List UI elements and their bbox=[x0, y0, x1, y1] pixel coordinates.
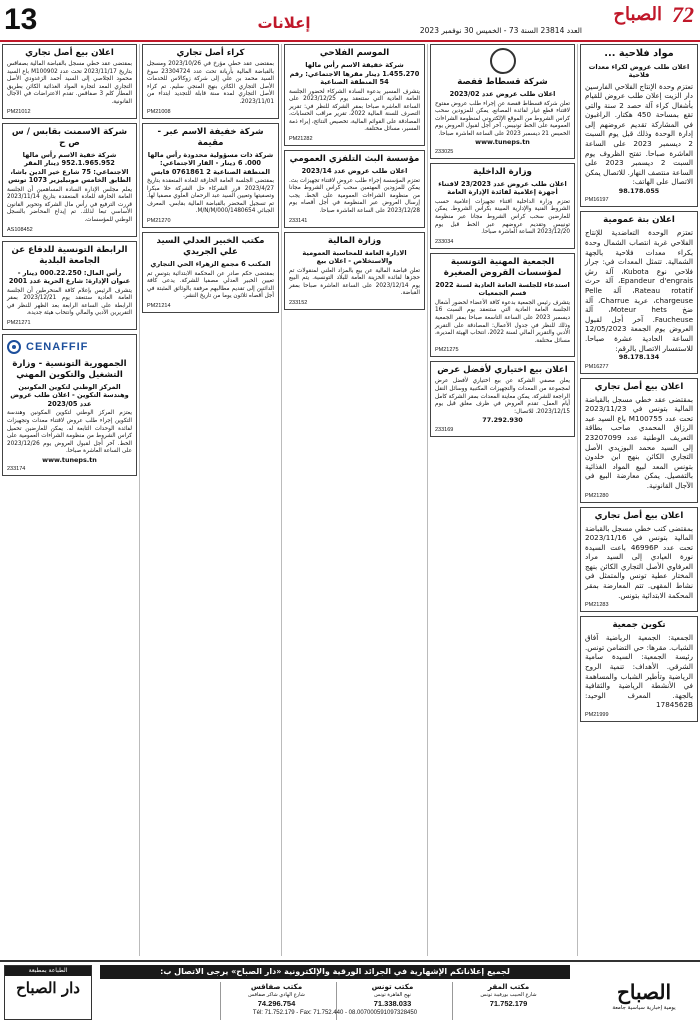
ad-title: شركة قسطاط قفصة bbox=[457, 77, 548, 87]
ad-body: تعلن قباضة المالية عن بيع بالمزاد العلني لمنقولات تم حجزها لفائدة الخزينة العامة للبلاد التونسية. يتم البيع يوم 2023/12/14 على الساعة العاشرة صباحا بمقر القباضة. bbox=[289, 267, 420, 297]
ad-title: شركة الاسمنت بقابس / س ص ح bbox=[11, 126, 128, 148]
ad-ref: 233025 bbox=[435, 148, 454, 155]
ad-phone: 77.292.930 bbox=[482, 416, 523, 425]
ad-microcredit-assembly bbox=[430, 253, 575, 358]
ad-subtitle: الادارة العامة للمحاسبة العمومية والاستخلاص - اعلان بيع bbox=[302, 248, 407, 266]
ad-title: الجمهورية التونسية - وزارة التشغيل والتكوين المهني bbox=[12, 358, 127, 380]
ad-subtitle: استدعاء للجلسة العامة العادية لسنة 2022 قسم الجمعيات bbox=[435, 280, 570, 298]
ad-title: مواد فلاحية ... bbox=[604, 48, 674, 59]
ad-title: اعلان بيع اختياري لأفضل عرض bbox=[437, 365, 568, 376]
column-divider bbox=[577, 44, 578, 956]
column-5 bbox=[2, 44, 137, 956]
ad-link[interactable]: www.tuneps.tn bbox=[42, 455, 97, 464]
ad-interior-ministry bbox=[430, 163, 575, 249]
ad-body: يعلم مجلس الإدارة السادة المساهمين أن الجلسة العامة الخارقة للعادة المنعقدة بتاريخ 2023/11/14 قررت الترفيع في رأس مال الشركة وتحوير القانون الأساسي تبعا لذلك. تم إيداع المحاضر بالسجل الوطني للمؤسسات. bbox=[7, 186, 132, 223]
ad-title: الموسم الفلاحي bbox=[319, 48, 390, 58]
ad-body: يعتزم المركز الوطني لتكوين المكونين وهندسة التكوين إجراء طلب عروض لاقتناء معدات وتجهيزات لفائدة الوحدات التابعة له. يمكن للعارضين تحميل كراس الشروط من منظومة الشراءات العمومية على الخط. آخر أجل لقبول العروض يوم 2023/12/26 على الساعة العاشرة صباحا. bbox=[7, 410, 132, 455]
ad-league-assembly bbox=[2, 241, 137, 330]
page-number: 13 bbox=[4, 3, 38, 36]
page-header bbox=[0, 0, 700, 40]
ad-title: اعلان بتة عمومية bbox=[603, 215, 675, 226]
issue-line: العدد 23814 السنة 73 - الخميس 30 نوفمبر 2023 bbox=[419, 26, 582, 35]
header-rule bbox=[0, 40, 700, 42]
ad-body: بمقتضى كتب خطي مسجل بالقباضة المالية بتونس في 2023/11/16 تحت عدد 46996P باعت السيدة نورة العيادي إلى السيد مراد العرفاوي الأصل التجاري الكائن بنهج المختار عطية تونس والمتمثل في نشاط المقهى. تتم المعارضة بمقر المحكمة الابتدائية بتونس. bbox=[585, 523, 693, 600]
ad-subtitle: اعلان طلب عروض لكراء معدات فلاحية bbox=[588, 62, 690, 79]
company-seal-icon bbox=[490, 48, 516, 74]
ad-business-sale-1 bbox=[580, 378, 698, 503]
ad-body: بمقتضى الجلسة العامة الخارقة للعادة المنعقدة بتاريخ 2023/4/27 قرر الشركاء حل الشركة حلا مبكرا وتصفيتها وتعيين السيد عبد الرحمان العلوي مصفيا لها. تم تسجيل المحضر بالقباضة المالية بقابس. المعرف الجبائي 1480654/M/N/M/000. bbox=[147, 178, 274, 215]
ad-subtitle: المكتب 6 مجمع الزهراء الحي التجاري bbox=[150, 260, 271, 269]
ad-link[interactable]: www.tuneps.tn bbox=[475, 138, 530, 147]
print-house-name: دار الصباح bbox=[16, 979, 80, 997]
logo-number: 72 bbox=[672, 2, 694, 27]
ad-body: يعلن مصفي الشركة عن بيع اختياري لأفضل عرض لمجموعة من المعدات والتجهيزات المكتبية ووسائل النقل الراجعة للشركة. يمكن معاينة المعدات بمقر الشركة كامل أيام العمل. تقدم العروض في ظرف مغلق قبل يوم 2023/12/15. للاتصال: bbox=[435, 378, 570, 415]
column-divider bbox=[427, 44, 428, 956]
office-address: شارع الحبيب بورقيبة تونس bbox=[480, 992, 537, 998]
ad-ref: PM21008 bbox=[147, 108, 171, 115]
ad-title: الجمعية المهنية التونسية لمؤسسات القروض الصغيرة bbox=[443, 256, 562, 278]
ad-body: بمقتضى عقد خطي مؤرخ في 2023/10/26 ومسجل بالقباضة المالية بأريانة تحت عدد 23304724 سوغ السيد محمد بن علي إلى شركة زوكالاس للخدمات الأصل التجاري الكائن بنهج المنجي سليم. تم كراء الأصل التجاري لمدة سنة قابلة للتجديد ابتداء من 2023/11/01. bbox=[147, 61, 275, 105]
office-name: مكتب المقر bbox=[487, 982, 530, 991]
ad-business-sale-3 bbox=[2, 44, 137, 119]
ad-ref: 233034 bbox=[435, 238, 454, 245]
ad-subtitle: اعلان طلب عروض عدد 2023/02 bbox=[449, 90, 556, 98]
ad-body: تعلن شركة قسطاط قفصة عن إجراء طلب عروض مفتوح لاقتناء قطع غيار لفائدة المصانع. يمكن للمزودين سحب كراس الشروط من الموقع الإلكتروني لمنظومة الشراءات العمومية على الخط تونيبس. آخر أجل لقبول العروض يوم الخميس 21 ديسمبر 2023 على الساعة العاشرة صباحا. bbox=[435, 100, 570, 137]
ad-ref: 233152 bbox=[289, 299, 308, 306]
ad-judicial-expert bbox=[142, 232, 279, 313]
ad-subtitle: شركة ذات مسؤولية محدودة رأس مالها 000. 6 دينار - القار الاجتماعي: المنطقة الصناعية 2 0761861 قابس bbox=[147, 150, 274, 176]
masthead-logo bbox=[584, 2, 694, 38]
ad-body: الجمعية: الجمعية الرياضية آفاق الشباب. مقرها: حي التضامن تونس. رئيسة الجمعية: السيدة سامية الشرقي. الأهداف: تنمية الروح الرياضية وتأطير الشباب والمساهمة في الأنشطة الرياضية والثقافية بالجهة. المعرف الوحيد: 1784562B bbox=[585, 633, 693, 710]
print-label: الطباعة بمطبعة bbox=[5, 966, 91, 976]
ad-body: يتشرف المسير بدعوة السادة الشركاء لحضور الجلسة العامة العادية التي ستنعقد يوم 2023/12/25 على الساعة العاشرة صباحا بمقر الشركة للنظر في: تقرير التصرف للسنة المالية 2022، تقرير مراقب الحسابات، المصادقة على القوائم المالية، تخصيص النتائج، إبراء ذمة المسير، مسائل مختلفة. bbox=[289, 88, 420, 133]
ad-ref: 233174 bbox=[7, 466, 26, 473]
ad-gafsa-tender bbox=[430, 44, 575, 159]
ad-phone: 98.178.055 bbox=[618, 187, 660, 196]
ad-subtitle: اعلان طلب عروض عدد 23/2023 لاقتناء أجهزة إعلامية لفائدة الإدارة العامة bbox=[438, 179, 567, 197]
column-3 bbox=[284, 44, 425, 956]
ad-body: تعتزم وزارة الداخلية اقتناء تجهيزات إعلامية حسب الشروط الفنية والإدارية المبينة بكراس الشروط. يمكن للعارضين سحب كراس الشروط مجانا عبر منظومة تونيبس وتقديم عروضهم عبر الخط قبل يوم 2023/12/20 الساعة العاشرة صباحا. bbox=[435, 198, 570, 236]
ad-subtitle: شركة خفية الاسم رأس مالها 952.1.965.952 دينار المقر الاجتماعي: 75 شارع خير الدين باشا، الطابق الخامس مونبليزير 1073 تونس bbox=[8, 150, 131, 185]
ad-association bbox=[580, 616, 698, 722]
column-1 bbox=[580, 44, 698, 956]
ad-cenaffif-tender bbox=[2, 334, 137, 476]
ad-ref: 233169 bbox=[435, 426, 454, 433]
cenaffif-logo-text: CENAFFIF bbox=[26, 340, 89, 353]
footer-contact-line: Tél: 71.752.179 - Fax: 71.752.440 - 08.007000591097328450 bbox=[252, 1010, 418, 1016]
ad-title: شركة خفيفة الاسم عبر - مقيمة bbox=[157, 126, 264, 148]
ad-title: مؤسسة البث التلفزي العمومي bbox=[289, 154, 420, 165]
ad-phone: 98.178.134 bbox=[618, 353, 660, 362]
ad-body: بمقتضى عقد خطي مسجل بالقباضة المالية بتونس في 2023/11/23 تحت عدد M100755 باع السيد عبد الرزاق المحمدي صاحب بطاقة التعريف الوطنية عدد 23207099 إلى السيد محمد البوزيدي الأصل التجاري الكائن بنهج ابن خلدون بتونس المعد لبيع المواد الغذائية بالتفصيل. يمكن معارضة البيع في الآجال القانونية. bbox=[585, 394, 694, 490]
ad-ref: PM21012 bbox=[7, 108, 31, 115]
ad-ref: PM21271 bbox=[7, 319, 31, 326]
ad-business-sale-2 bbox=[580, 507, 698, 613]
ad-body: تعتزم وحدة الإنتاج الفلاحي الفارسين دار الزيت إعلان طلب عروض للقيام بأشغال كراء آلة حصد 2 سنة والتي تقع بمساحة 450 هكتار. الراغبون في المشاركة تقديم عروضهم إلى إدارة الوحدة وذلك قبل يوم السبت 2 ديسمبر 2023 على الساعة العاشرة صباحا. تفتح الظروف يوم السبت 2 ديسمبر 2023 على الساعة منتصف النهار. للاتصال يمكن الاتصال على الهاتف: bbox=[585, 81, 693, 187]
office-phone[interactable]: 74.296.754 bbox=[257, 998, 296, 1008]
ad-ref: PM16197 bbox=[585, 197, 609, 204]
ad-ref: AS108452 bbox=[7, 226, 33, 233]
ad-title: وزارة المالية bbox=[327, 235, 382, 246]
ad-body: تعتزم الوحدة التعاضدية للإنتاج الفلاحي غربة انتصاب الشمال وحدة بكراء معدات فلاحية بالجهة الشمالية. تتمثل المعدات في: جرار فلاحي نوع Kubota، آلة رش Epandeur d'engrais، آلة حرث Rateau rotatif، آلة Pelle chargeuse، عربة Charrue، آلة ضخ Moteur hets، آلة Faucheuse. آخر أجل لقبول العروض يوم الجمعة 12/05/2023 الساعة الحادية عشرة صباحا. للاستفسار الاتصال بالرقم: bbox=[585, 228, 694, 353]
ad-body: بمقتضى عقد خطي مسجل بالقباضة المالية بصفاقس بتاريخ 2023/11/17 تحت عدد M100902 باع السيد محمود الجلاصي إلى السيد أحمد الزغدودي الأصل التجاري المعد لتجارة المواد الغذائية الكائن بطريق المطار كلم 3 صفاقس. تقدم الاعتراضات في الآجال القانونية. bbox=[7, 61, 132, 105]
ad-broadcast-tender bbox=[284, 150, 425, 227]
ad-subtitle: اعلان طلب عروض عدد 2023/14 bbox=[301, 167, 408, 176]
ad-general-meeting bbox=[284, 44, 425, 146]
print-house-logo bbox=[4, 965, 92, 1020]
ad-body: يتشرف رئيس الجمعية بدعوة كافة الأعضاء لحضور أشغال الجلسة العامة العادية التي ستنعقد يوم السبت 16 ديسمبر 2023 على الساعة التاسعة صباحا بمقر الجمعية وذلك للنظر في جدول الأعمال: المصادقة على التقرير الأدبي والتقرير المالي لسنة 2022، انتخاب الهيئة المديرة، مسائل مختلفة. bbox=[435, 299, 571, 344]
column-divider bbox=[139, 44, 140, 956]
office-name: مكتب تونس bbox=[371, 982, 414, 991]
footer-logo-tagline: يومية إخبارية سياسية جامعة bbox=[612, 1005, 676, 1011]
ad-public-auction bbox=[580, 211, 698, 373]
ad-optional-sale bbox=[430, 361, 575, 436]
ad-ref: PM21283 bbox=[585, 602, 609, 609]
ad-title: كراء أصل تجاري bbox=[176, 48, 245, 58]
ad-company-dissolution bbox=[142, 123, 279, 228]
ad-ref: PM21214 bbox=[147, 302, 171, 309]
ad-title: اعلان بيع أصل تجاري bbox=[25, 48, 114, 58]
cenaffif-logo-icon bbox=[7, 340, 21, 354]
column-divider bbox=[281, 44, 282, 956]
column-4 bbox=[142, 44, 279, 956]
ad-ref: PM21282 bbox=[289, 136, 313, 143]
ad-farm-equipment bbox=[580, 44, 698, 207]
ad-title: وزارة الداخلية bbox=[473, 166, 532, 177]
ad-finance-ministry bbox=[284, 232, 425, 310]
ad-title: اعلان بيع أصل تجاري bbox=[594, 510, 684, 521]
ad-subtitle: المركز الوطني لتكوين المكونين وهندسة التكوين - اعلان طلب عروض عدد 2023/05 bbox=[10, 382, 129, 408]
ad-columns bbox=[0, 44, 700, 956]
office-phone[interactable]: 71.338.033 bbox=[373, 998, 412, 1008]
ad-ref: PM21280 bbox=[585, 492, 609, 499]
office-name: مكتب صفاقس bbox=[250, 982, 303, 991]
ad-title: تكوين جمعية bbox=[612, 620, 666, 631]
ad-body: بمقتضى حكم صادر عن المحكمة الابتدائية بتونس تم تعيين الخبير العدلي مصفيا للشركة. يدعى كافة الدائنين إلى تقديم مطالبهم مرفقة بالوثائق المثبتة في أجل أقصاه ثلاثون يوما من تاريخ النشر. bbox=[147, 270, 274, 300]
footer-banner: لجميع إعلاناتكم الإشهارية في الجرائد الورقية والإلكترونية «دار الصباح» يرجى الاتصال ب: bbox=[100, 965, 570, 979]
ad-ref: PM21999 bbox=[585, 712, 609, 718]
office-address: شارع الهادي شاكر صفاقس bbox=[248, 992, 305, 998]
column-2 bbox=[430, 44, 575, 956]
footer-logo-name: الصباح bbox=[616, 980, 672, 1004]
ad-title: اعلان بيع أصل تجاري bbox=[594, 381, 684, 392]
ad-business-lease bbox=[142, 44, 279, 119]
ad-ref: PM21270 bbox=[147, 218, 171, 225]
page-footer bbox=[0, 960, 700, 1021]
ad-ref: PM21275 bbox=[435, 347, 459, 354]
office-address: نهج القاهرة تونس bbox=[374, 992, 411, 998]
footer-masthead-logo bbox=[594, 980, 694, 1020]
office-phone[interactable]: 71.752.179 bbox=[489, 998, 528, 1008]
section-title: إعلانات bbox=[257, 14, 311, 32]
cenaffif-logo bbox=[7, 338, 132, 356]
ad-title: مكتب الخبير العدلي السيد علي الجريدي bbox=[156, 236, 265, 258]
ad-body: يتشرف الرئيس بإعلام كافة المنخرطين أن الجلسة العامة العادية ستنعقد يوم 2023/12/21 بمقر الرابطة على الساعة الرابعة بعد الظهر للنظر في التقريرين الأدبي والمالي وانتخاب هيئة جديدة. bbox=[7, 287, 132, 317]
ad-subtitle: رأس المال: 000.22.250 دينار - عنوان الإدارة: شارع الحرية عدد 2001 bbox=[8, 268, 131, 286]
ad-ref: PM16277 bbox=[585, 363, 609, 370]
ad-body: تعتزم المؤسسة إجراء طلب عروض لاقتناء تجهيزات بث. يمكن للمزودين المهتمين سحب كراس الشروط مجانا من منظومة الشراءات العمومية على الخط. يجب إرسال العروض عبر المنظومة في أجل أقصاه يوم 2023/12/28 على الساعة العاشرة صباحا. bbox=[289, 177, 420, 214]
ad-cement-company bbox=[2, 123, 137, 237]
ad-subtitle: شركة خفيفة الاسم رأس مالها 1.455.270 دينار مقرها الاجتماعي: رقم 54 المنطقة الصناعية bbox=[289, 61, 420, 86]
ad-title: الرابطة التونسية للدفاع عن الجامعة البلدية bbox=[11, 244, 128, 266]
ad-ref: 233141 bbox=[289, 217, 308, 224]
logo-name: الصباح bbox=[613, 4, 662, 25]
